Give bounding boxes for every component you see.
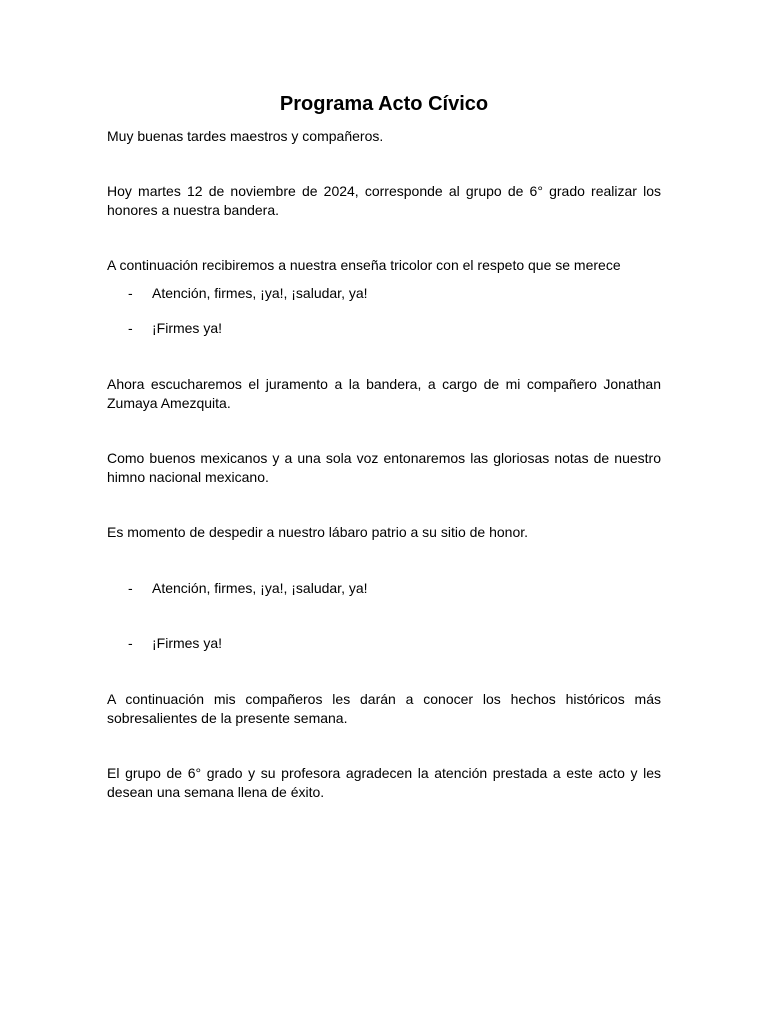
page-title: Programa Acto Cívico	[279, 93, 489, 115]
date-paragraph: Hoy martes 12 de noviembre de 2024, corresponde al grupo de 6° grado realizar los honores a nuestra bandera.	[107, 183, 661, 218]
anthem-paragraph: Como buenos mexicanos y a una sola voz entonaremos las gloriosas notas de nuestro himno nacional mexicano.	[107, 450, 661, 485]
bullet-dash: -	[128, 635, 133, 651]
bullet-dash: -	[128, 320, 133, 336]
oath-paragraph: Ahora escucharemos el juramento a la bandera, a cargo de mi compañero Jonathan Zumaya Amezquita.	[107, 376, 661, 411]
salute-command-text: Atención, firmes, ¡ya!, ¡saludar, ya!	[152, 285, 368, 301]
bullet-dash: -	[128, 580, 133, 596]
farewell-paragraph: Es momento de despedir a nuestro lábaro patrio a su sitio de honor.	[107, 524, 529, 540]
receive-flag-paragraph: A continuación recibiremos a nuestra enseña tricolor con el respeto que se merece	[107, 257, 621, 273]
history-paragraph: A continuación mis compañeros les darán a conocer los hechos históricos más sobresalientes de la presente semana.	[107, 691, 661, 726]
bullet-dash: -	[128, 285, 133, 301]
firm-command-text: ¡Firmes ya!	[152, 635, 222, 651]
salute-command-text: Atención, firmes, ¡ya!, ¡saludar, ya!	[152, 580, 368, 596]
greeting-paragraph: Muy buenas tardes maestros y compañeros.	[107, 128, 384, 144]
thanks-paragraph: El grupo de 6° grado y su profesora agradecen la atención prestada a este acto y les desean una semana llena de éxito.	[107, 765, 661, 800]
firm-command-text: ¡Firmes ya!	[152, 320, 222, 336]
